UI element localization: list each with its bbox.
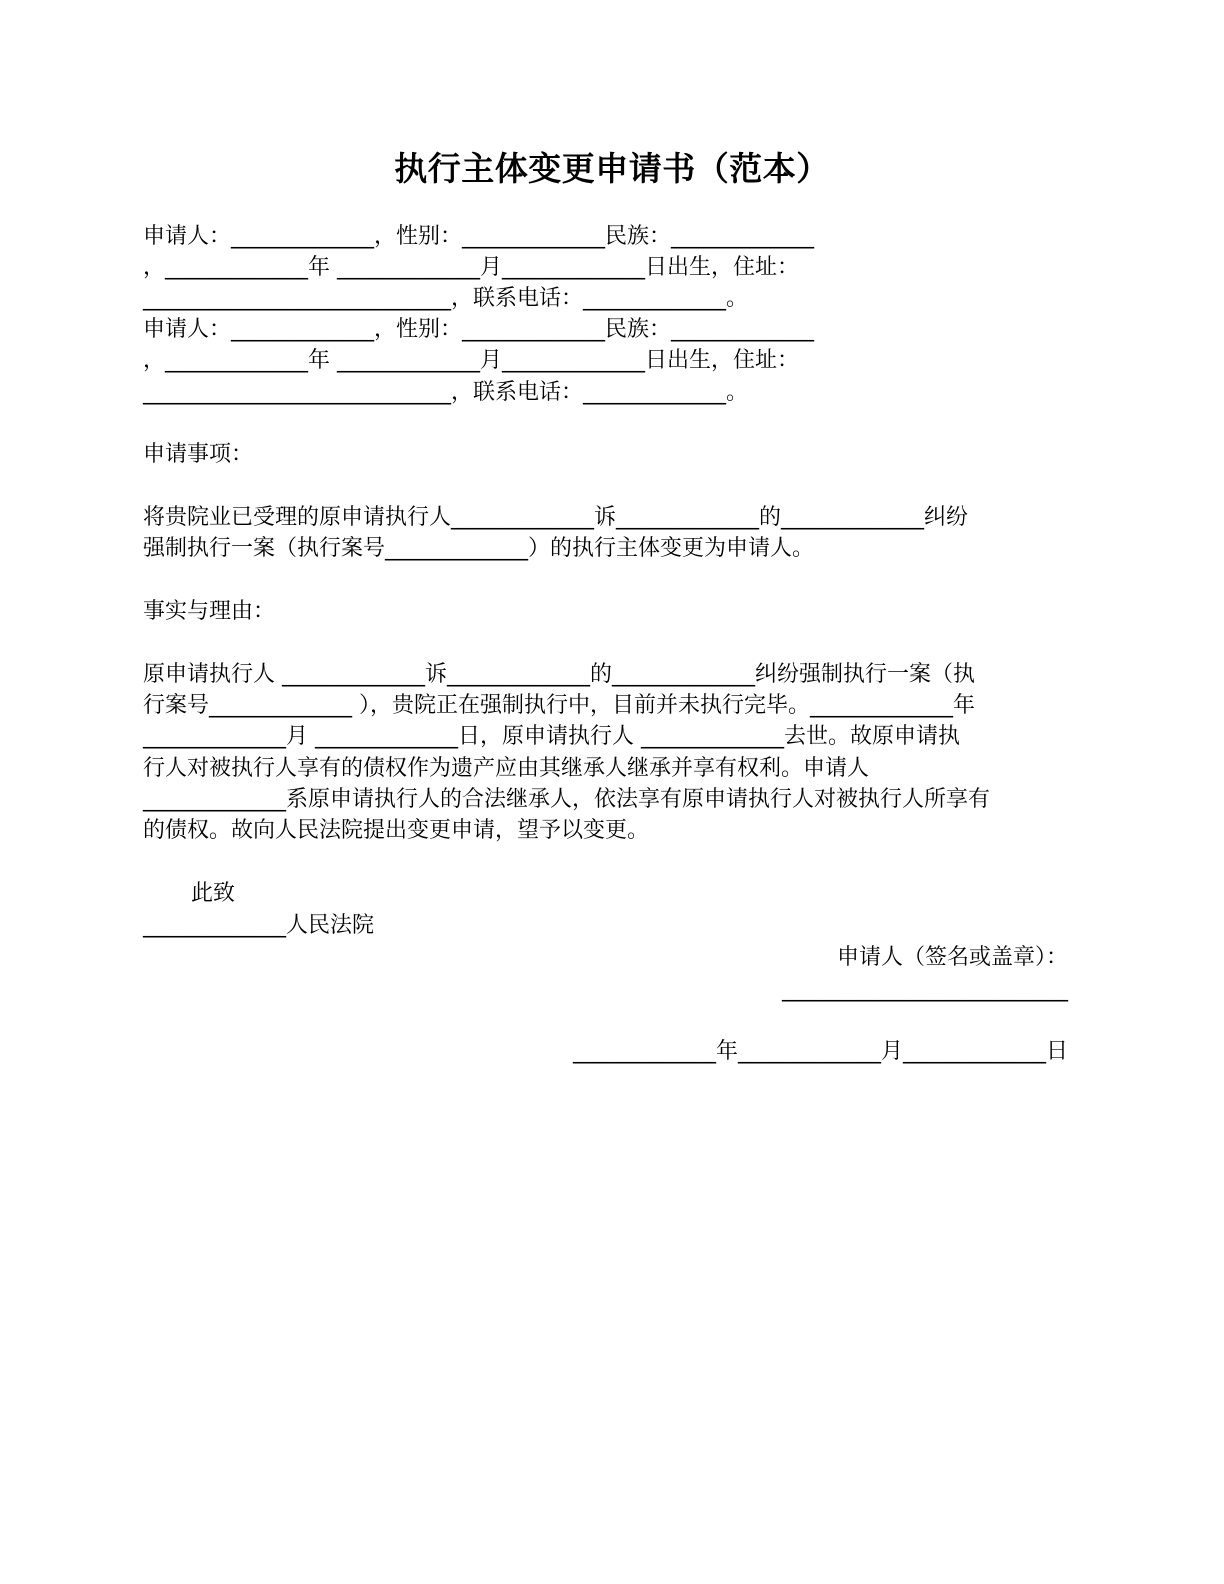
request-heading: 申请事项：: [143, 442, 254, 467]
salutation: 此致: [191, 881, 236, 906]
applicant-1-line-2: ，_____________年 _____________月_____________日出生，住址：: [143, 255, 799, 280]
date-line: _____________年_____________月_____________日: [572, 1039, 1068, 1064]
facts-line-1: 原申请执行人 _____________诉_____________的_____________纠纷强制执行一案（执: [143, 662, 975, 687]
court-line: _____________人民法院: [143, 913, 375, 938]
applicant-1-line-1: 申请人：_____________，性别：_____________民族：_____________: [143, 224, 815, 249]
facts-line-2: 行案号_____________ ），贵院正在强制执行中，目前并未执行完毕。_____________年: [143, 693, 975, 718]
signature-line: __________________________: [782, 977, 1068, 1002]
applicant-2-line-1: 申请人：_____________，性别：_____________民族：_____________: [143, 317, 815, 342]
request-line-2: 强制执行一案（执行案号_____________）的执行主体变更为申请人。: [143, 536, 815, 561]
facts-line-4: 行人对被执行人享有的债权作为遗产应由其继承人继承并享有权利。申请人: [143, 756, 870, 781]
facts-line-5: _____________系原申请执行人的合法继承人，依法享有原申请执行人对被执行人所享有: [143, 787, 991, 812]
request-line-1: 将贵院业已受理的原申请执行人_____________诉_____________的_____________纠纷: [143, 505, 969, 530]
applicant-1-line-3: ____________________________，联系电话：_____________。: [143, 286, 749, 311]
facts-line-3: _____________月 _____________日，原申请执行人 _____________去世。故原申请执: [143, 724, 960, 749]
signature-label: 申请人（签名或盖章）：: [836, 945, 1068, 970]
document-title: 执行主体变更申请书（范本）: [394, 149, 830, 188]
facts-heading: 事实与理由：: [143, 599, 276, 624]
applicant-2-line-2: ，_____________年 _____________月_____________日出生，住址：: [143, 348, 799, 373]
facts-line-6: 的债权。故向人民法院提出变更申请，望予以变更。: [143, 818, 650, 843]
applicant-2-line-3: ____________________________，联系电话：_____________。: [143, 380, 749, 405]
